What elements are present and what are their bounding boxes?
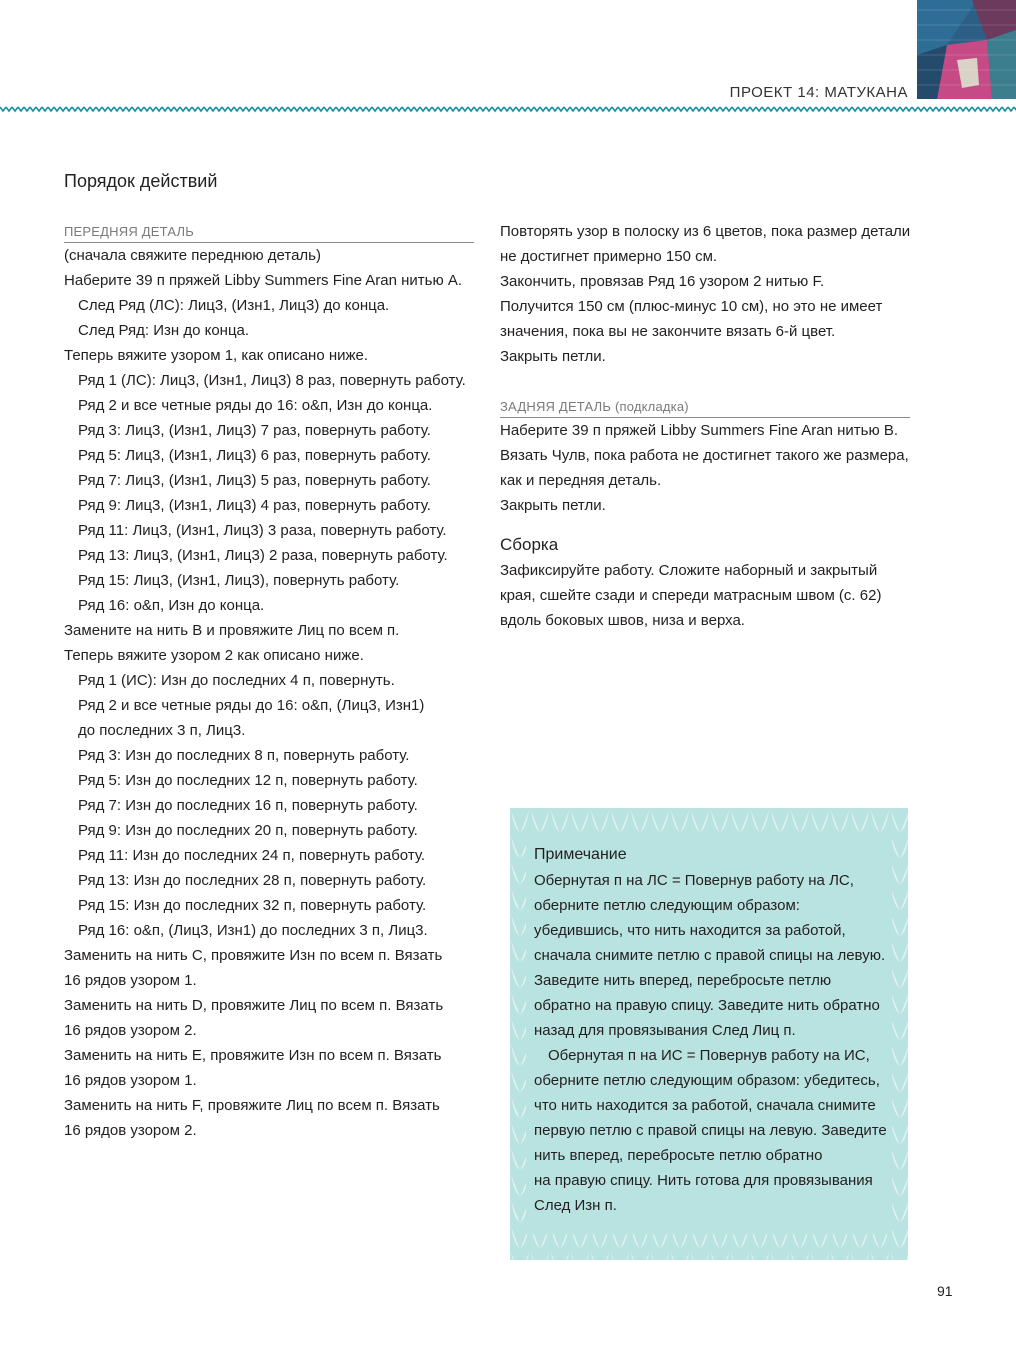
text-line: Зафиксируйте работу. Сложите наборный и закрытый <box>500 562 878 579</box>
text-line: как и передняя деталь. <box>500 472 662 489</box>
text-line: Повторять узор в полоску из 6 цветов, пока размер детали <box>500 223 911 240</box>
text-line: Закрыть петли. <box>500 497 606 514</box>
assembly-heading: Сборка <box>500 535 559 554</box>
text-line: Обернутая п на ЛС = Повернув работу на ЛС, <box>534 872 854 889</box>
text-line: сначала снимите петлю с правой спицы на левую. <box>534 947 886 964</box>
text-line: След Ряд: Изн до конца. <box>78 322 250 339</box>
text-line: до последних 3 п, Лиц3. <box>78 722 246 739</box>
back-piece-heading: ЗАДНЯЯ ДЕТАЛЬ (подкладка) <box>500 396 910 418</box>
text-line: Теперь вяжите узором 1, как описано ниже. <box>64 347 369 364</box>
text-line: Ряд 2 и все четные ряды до 16: о&п, Изн до конца. <box>78 397 433 414</box>
text-line: края, сшейте сзади и спереди матрасным швом (с. 62) <box>500 587 882 604</box>
yarn-photo <box>917 0 1016 99</box>
text-line: Заведите нить вперед, перебросьте петлю <box>534 972 832 989</box>
text-line: 16 рядов узором 1. <box>64 972 197 989</box>
text-line: первую петлю с правой спицы на левую. Заведите <box>534 1122 887 1139</box>
text-line: что нить находится за работой, сначала снимите <box>534 1097 876 1114</box>
text-line: нить вперед, перебросьте петлю обратно <box>534 1147 823 1164</box>
text-line: Ряд 5: Лиц3, (Изн1, Лиц3) 6 раз, повернуть работу. <box>78 447 431 464</box>
text-line: обратно на правую спицу. Заведите нить обратно <box>534 997 880 1014</box>
text-line: Наберите 39 п пряжей Libby Summers Fine Aran нитью А. <box>64 272 463 289</box>
text-line: Ряд 2 и все четные ряды до 16: о&п, (Лиц3, Изн1) <box>78 697 425 714</box>
back-piece-instructions <box>500 418 910 518</box>
left-column <box>64 219 474 1143</box>
text-line: Ряд 9: Лиц3, (Изн1, Лиц3) 4 раз, повернуть работу. <box>78 497 431 514</box>
text-line: на правую спицу. Нить готова для провязывания <box>534 1172 873 1189</box>
text-line: 16 рядов узором 2. <box>64 1022 197 1039</box>
text-line: Ряд 1 (ЛС): Лиц3, (Изн1, Лиц3) 8 раз, повернуть работу. <box>78 372 466 389</box>
note-text <box>534 868 894 1218</box>
front-piece-heading: ПЕРЕДНЯЯ ДЕТАЛЬ <box>64 221 474 243</box>
text-line: Ряд 13: Изн до последних 28 п, повернуть работу. <box>78 872 427 889</box>
text-line: 16 рядов узором 1. <box>64 1072 197 1089</box>
text-line: Ряд 5: Изн до последних 12 п, повернуть работу. <box>78 772 418 789</box>
note-title: Примечание <box>534 846 627 863</box>
text-line: Заменить на нить F, провяжите Лиц по всем п. Вязать <box>64 1097 440 1114</box>
text-line: вдоль боковых швов, низа и верха. <box>500 612 745 629</box>
text-line: Ряд 11: Изн до последних 24 п, повернуть работу. <box>78 847 426 864</box>
text-line: Ряд 15: Лиц3, (Изн1, Лиц3), повернуть работу. <box>78 572 400 589</box>
text-line: оберните петлю следующим образом: <box>534 897 800 914</box>
text-line: Ряд 7: Изн до последних 16 п, повернуть работу. <box>78 797 418 814</box>
text-line: Ряд 11: Лиц3, (Изн1, Лиц3) 3 раза, повернуть работу. <box>78 522 447 539</box>
text-line: Ряд 7: Лиц3, (Изн1, Лиц3) 5 раз, повернуть работу. <box>78 472 431 489</box>
text-line: След Ряд (ЛС): Лиц3, (Изн1, Лиц3) до конца. <box>78 297 390 314</box>
text-line: оберните петлю следующим образом: убедитесь, <box>534 1072 880 1089</box>
text-line: Наберите 39 п пряжей Libby Summers Fine Aran нитью В. <box>500 422 899 439</box>
text-line: Теперь вяжите узором 2 как описано ниже. <box>64 647 364 664</box>
text-line: назад для провязывания След Лиц п. <box>534 1022 796 1039</box>
text-line: Ряд 1 (ИС): Изн до последних 4 п, повернуть. <box>78 672 395 689</box>
text-line: Ряд 13: Лиц3, (Изн1, Лиц3) 2 раза, повернуть работу. <box>78 547 448 564</box>
text-line: Ряд 3: Изн до последних 8 п, повернуть работу. <box>78 747 410 764</box>
text-line: убедившись, что нить находится за работой, <box>534 922 846 939</box>
note-content <box>534 842 894 1218</box>
text-line: значения, пока вы не закончите вязать 6-й цвет. <box>500 323 836 340</box>
assembly-instructions <box>500 558 910 633</box>
front-piece-instructions <box>64 243 474 1143</box>
text-line: не достигнет примерно 150 см. <box>500 248 718 265</box>
text-line: Ряд 3: Лиц3, (Изн1, Лиц3) 7 раз, повернуть работу. <box>78 422 431 439</box>
section-title: Порядок действий <box>64 171 218 191</box>
text-line: Заменить на нить С, провяжите Изн по всем п. Вязать <box>64 947 443 964</box>
continuation-instructions <box>500 219 910 369</box>
right-column <box>500 219 910 633</box>
text-line: (сначала свяжите переднюю деталь) <box>64 247 321 264</box>
page-number: 91 <box>937 1283 953 1299</box>
text-line: Ряд 16: о&п, Изн до конца. <box>78 597 265 614</box>
text-line: Заменить на нить D, провяжите Лиц по всем п. Вязать <box>64 997 444 1014</box>
text-line: Вязать Чулв, пока работа не достигнет такого же размера, <box>500 447 909 464</box>
text-line: След Изн п. <box>534 1197 617 1214</box>
text-line: Замените на нить В и провяжите Лиц по всем п. <box>64 622 400 639</box>
text-line: Получится 150 см (плюс-минус 10 см), но это не имеет <box>500 298 883 315</box>
text-line: Ряд 9: Изн до последних 20 п, повернуть работу. <box>78 822 418 839</box>
text-line: Закрыть петли. <box>500 348 606 365</box>
text-line: Заменить на нить Е, провяжите Изн по всем п. Вязать <box>64 1047 442 1064</box>
note-box <box>510 808 908 1260</box>
text-line: Обернутая п на ИС = Повернув работу на ИС, <box>548 1047 870 1064</box>
text-line: Ряд 16: о&п, (Лиц3, Изн1) до последних 3 п, Лиц3. <box>78 922 428 939</box>
text-line: Закончить, провязав Ряд 16 узором 2 нитью F. <box>500 273 825 290</box>
text-line: Ряд 15: Изн до последних 32 п, повернуть работу. <box>78 897 427 914</box>
running-title: ПРОЕКТ 14: МАТУКАНА <box>729 84 908 101</box>
text-line: 16 рядов узором 2. <box>64 1122 197 1139</box>
stitch-divider <box>0 104 1016 114</box>
